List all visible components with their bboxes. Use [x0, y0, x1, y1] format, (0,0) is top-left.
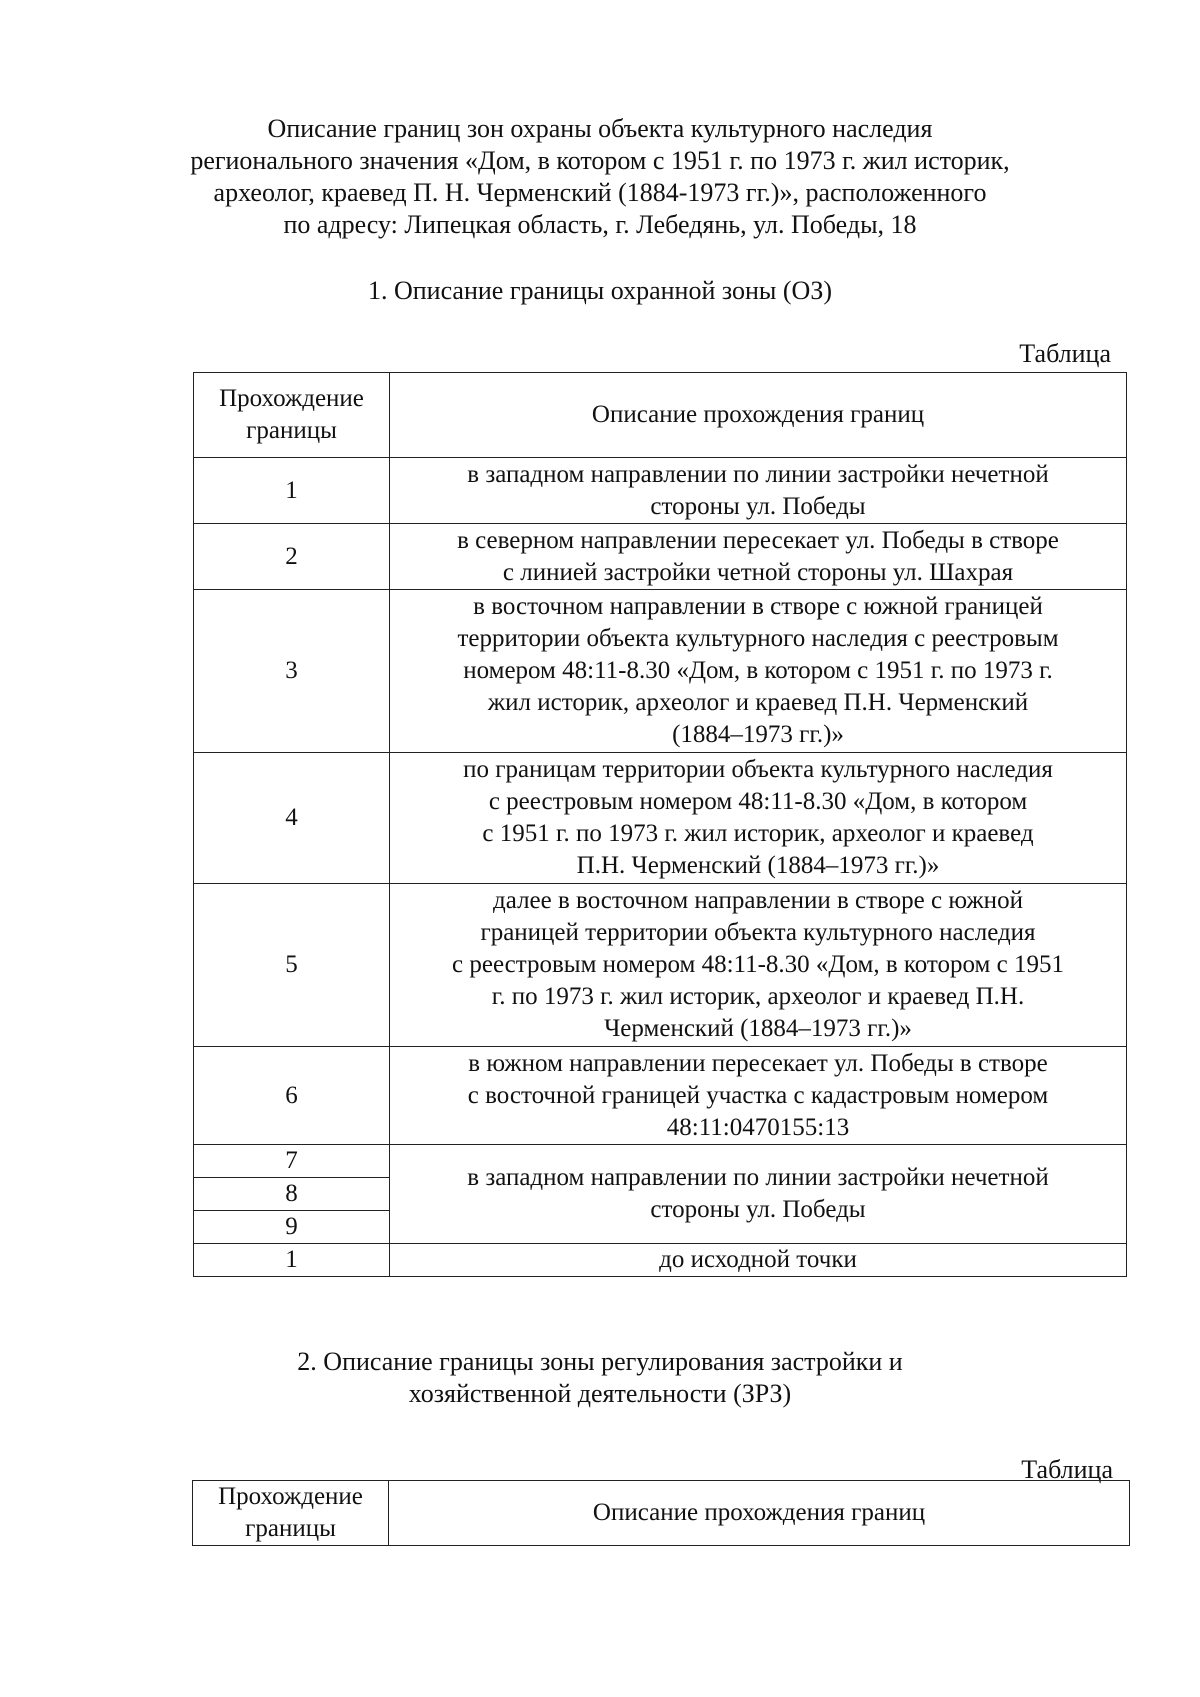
row-description — [390, 458, 1127, 524]
table-row — [194, 753, 1127, 884]
table-row — [194, 1047, 1127, 1145]
title-line: Описание границ зон охраны объекта культурного наследия — [267, 114, 933, 143]
description-line: с реестровым номером 48:11-8.30 «Дом, в котором с 1951 — [452, 951, 1064, 978]
description-line: с реестровым номером 48:11-8.30 «Дом, в котором — [488, 788, 1028, 815]
description-line: в южном направлении пересекает ул. Победы в створе — [468, 1049, 1048, 1077]
description-line: с линией застройки четной стороны ул. Шахрая — [502, 558, 1014, 586]
table-row — [194, 524, 1127, 590]
header-cell-passage — [194, 373, 390, 458]
description-line: (1884–1973 гг.)» — [672, 721, 844, 748]
description-line: границей территории объекта культурного наследия — [480, 919, 1036, 946]
section1-title: 1. Описание границы охранной зоны (ОЗ) — [367, 276, 833, 305]
row-number: 3 — [194, 590, 390, 753]
table-row — [194, 884, 1127, 1047]
row-number: 8 — [194, 1178, 390, 1211]
header-text: Описание прохождения границ — [591, 401, 925, 428]
row-number: 4 — [194, 753, 390, 884]
title-line: археолог, краевед П. Н. Черменский (1884-1973 гг.)», расположенного — [213, 178, 987, 207]
description-line: стороны ул. Победы — [650, 1196, 866, 1223]
table-row — [194, 590, 1127, 753]
title-line: по адресу: Липецкая область, г. Лебедянь, ул. Победы, 18 — [283, 210, 917, 239]
table-row — [194, 1145, 1127, 1178]
row-description — [390, 884, 1127, 1047]
section1-heading — [0, 275, 1200, 307]
row-description — [390, 753, 1127, 884]
table-header-row — [194, 373, 1127, 458]
description-line: в западном направлении по линии застройки нечетной — [467, 1164, 1049, 1191]
header-cell-description — [390, 373, 1127, 458]
section2-heading — [0, 1346, 1200, 1410]
description-line: далее в восточном направлении в створе с южной — [493, 887, 1023, 914]
row-number: 6 — [194, 1047, 390, 1145]
header-cell-description — [389, 1481, 1130, 1546]
header-cell-passage — [193, 1481, 389, 1546]
row-number: 5 — [194, 884, 390, 1047]
description-line: территории объекта культурного наследия с реестровым — [457, 625, 1059, 652]
header-text: Описание прохождения границ — [592, 1499, 926, 1526]
row-description — [390, 1145, 1127, 1244]
header-text: Прохождение — [218, 1483, 363, 1510]
table-header-row — [193, 1481, 1130, 1546]
title-line: регионального значения «Дом, в котором с 1951 г. по 1973 г. жил историк, — [190, 146, 1010, 175]
description-line: номером 48:11-8.30 «Дом, в котором с 1951 г. по 1973 г. — [463, 657, 1053, 684]
table-row — [194, 458, 1127, 524]
row-number: 1 — [194, 458, 390, 524]
description-line: с 1951 г. по 1973 г. жил историк, археолог и краевед — [482, 820, 1034, 847]
description-line: в северном направлении пересекает ул. Победы в створе — [457, 526, 1059, 554]
row-number: 1 — [194, 1244, 390, 1277]
boundary-table-oz — [193, 372, 1127, 1277]
description-line: в западном направлении по линии застройки нечетной — [467, 460, 1049, 488]
description-line: по границам территории объекта культурного наследия — [463, 756, 1053, 783]
description-line: Черменский (1884–1973 гг.)» — [604, 1015, 912, 1042]
section2-title-line: хозяйственной деятельности (ЗРЗ) — [408, 1379, 792, 1408]
description-line: 48:11:0470155:13 — [666, 1113, 850, 1141]
row-description — [390, 590, 1127, 753]
description-line: жил историк, археолог и краевед П.Н. Черменский — [487, 689, 1029, 716]
row-number: 7 — [194, 1145, 390, 1178]
header-text: Прохождение — [219, 385, 364, 412]
table1-caption: Таблица — [1019, 339, 1111, 368]
header-text: границы — [245, 1515, 336, 1542]
row-number: 9 — [194, 1211, 390, 1244]
header-text: границы — [246, 417, 337, 444]
row-number: 2 — [194, 524, 390, 590]
table2-caption: Таблица — [1021, 1455, 1113, 1484]
description-line: П.Н. Черменский (1884–1973 гг.)» — [576, 852, 940, 879]
row-description — [390, 1047, 1127, 1145]
row-description — [390, 524, 1127, 590]
table-row — [194, 1244, 1127, 1277]
section2-title-line: 2. Описание границы зоны регулирования застройки и — [297, 1347, 903, 1376]
description-line: стороны ул. Победы — [650, 492, 866, 520]
row-description: до исходной точки — [390, 1244, 1127, 1277]
description-line: с восточной границей участка с кадастровым номером — [467, 1081, 1049, 1109]
boundary-table-zrz — [192, 1480, 1130, 1546]
description-line: в восточном направлении в створе с южной границей — [473, 593, 1043, 620]
document-title — [0, 113, 1200, 241]
description-line: г. по 1973 г. жил историк, археолог и краевед П.Н. — [491, 983, 1025, 1010]
